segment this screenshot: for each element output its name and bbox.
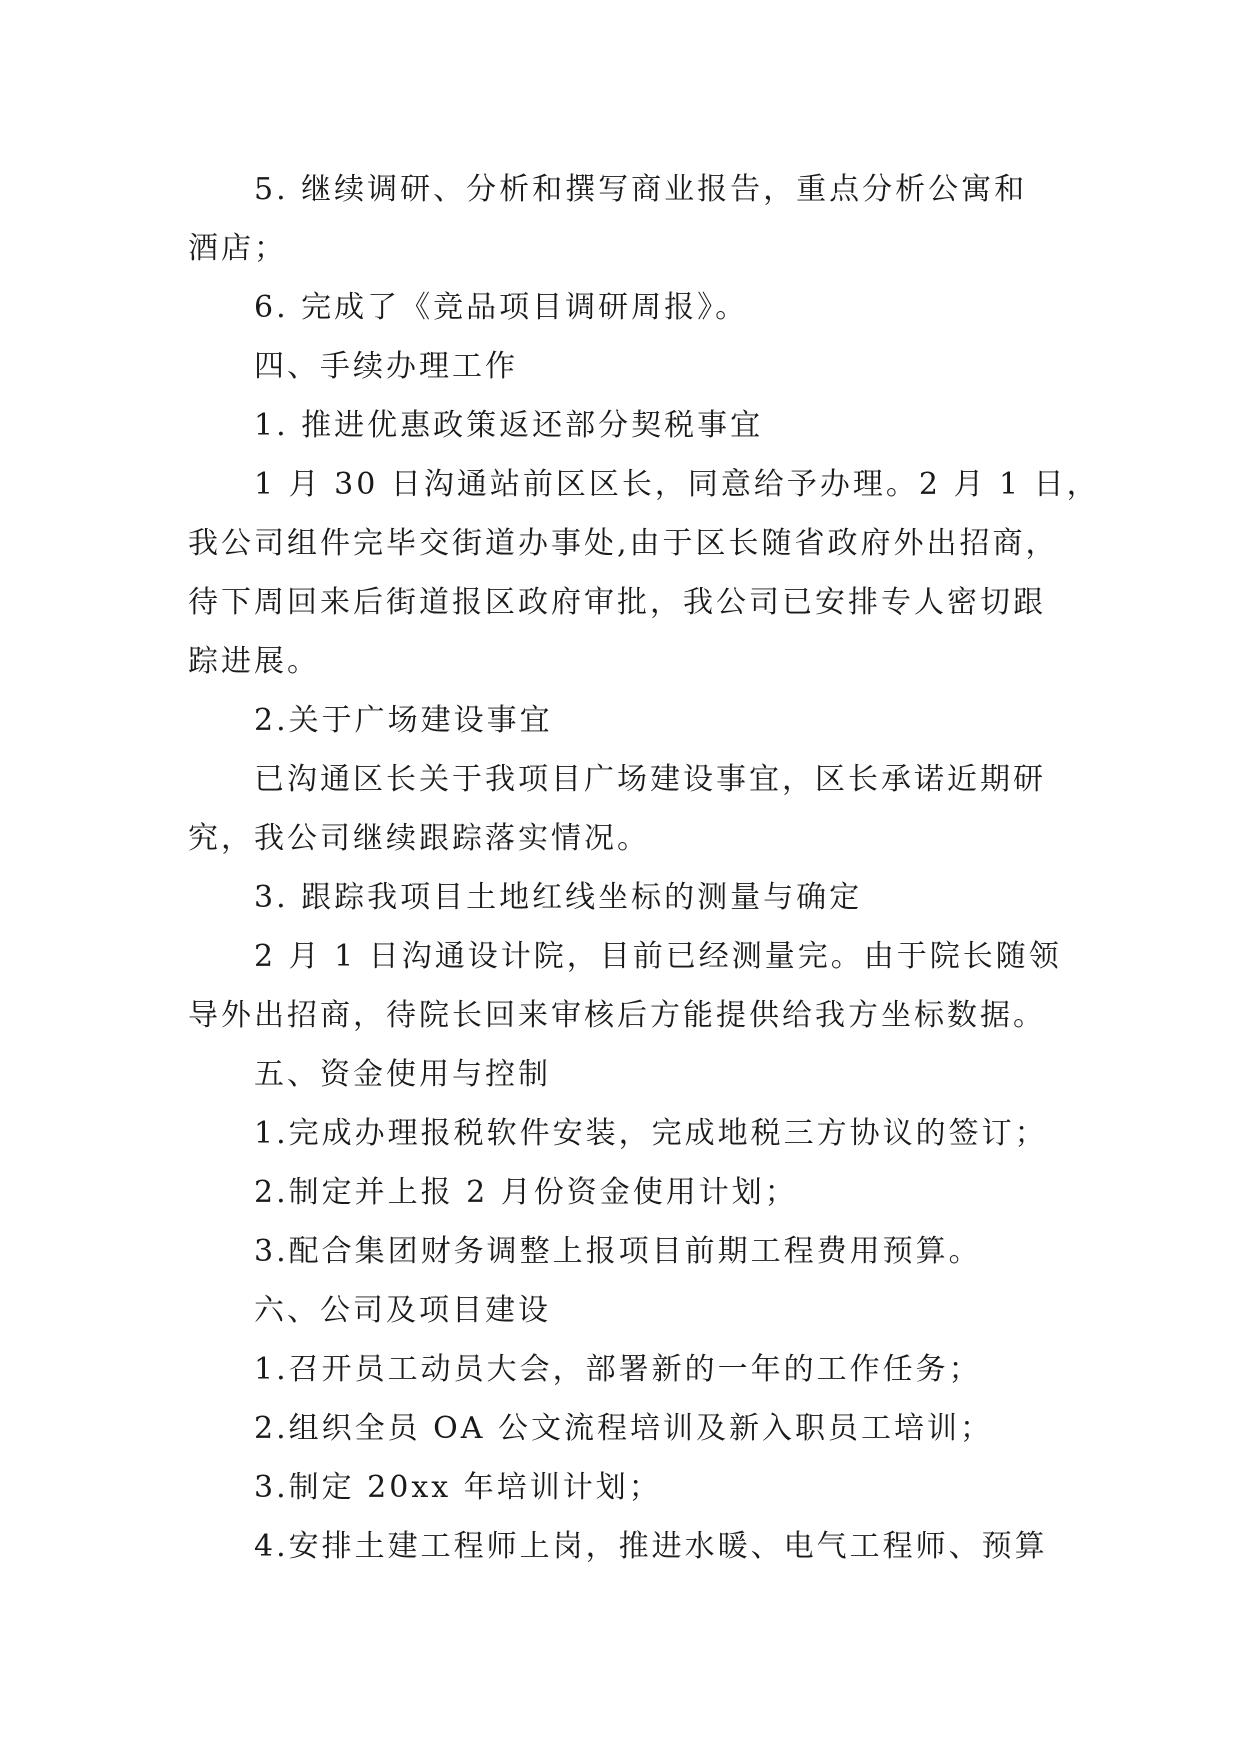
- document-page: [188, 160, 1100, 1576]
- list-item-6-4: 4.安排土建工程师上岗，推进水暖、电气工程师、预算: [254, 1529, 1048, 1564]
- section-heading-4: 四、手续办理工作: [254, 349, 518, 384]
- text-line-item-5-cont: 酒店；: [188, 231, 287, 266]
- paragraph-4-2-line-1: 已沟通区长关于我项目广场建设事宜，区长承诺近期研: [254, 762, 1046, 797]
- text-line-item-6: 6. 完成了《竞品项目调研周报》。: [254, 290, 749, 325]
- list-item-5-2: 2.制定并上报 2 月份资金使用计划；: [254, 1175, 798, 1210]
- list-item-5-1: 1.完成办理报税软件安装，完成地税三方协议的签订；: [254, 1116, 1048, 1151]
- paragraph-4-1-line-2: 我公司组件完毕交街道办事处,由于区长随省政府外出招商，: [188, 526, 1059, 561]
- section-heading-6: 六、公司及项目建设: [254, 1293, 551, 1328]
- subheading-4-2: 2.关于广场建设事宜: [254, 703, 553, 738]
- list-item-6-2: 2.组织全员 OA 公文流程培训及新入职员工培训；: [254, 1411, 993, 1446]
- list-item-6-1: 1.召开员工动员大会，部署新的一年的工作任务；: [254, 1352, 982, 1387]
- paragraph-4-1-line-3: 待下周回来后街道报区政府审批，我公司已安排专人密切跟: [188, 585, 1046, 620]
- paragraph-4-3-line-2: 导外出招商，待院长回来审核后方能提供给我方坐标数据。: [188, 998, 1046, 1033]
- subheading-4-1: 1. 推进优惠政策返还部分契税事宜: [254, 408, 764, 443]
- subheading-4-3: 3. 跟踪我项目土地红线坐标的测量与确定: [254, 880, 863, 915]
- paragraph-4-1-line-1: 1 月 30 日沟通站前区区长，同意给予办理。2 月 1 日，: [254, 467, 1100, 502]
- paragraph-4-1-line-4: 踪进展。: [188, 644, 320, 679]
- list-item-6-3: 3.制定 20xx 年培训计划；: [254, 1470, 662, 1505]
- paragraph-4-3-line-1: 2 月 1 日沟通设计院，目前已经测量完。由于院长随领: [254, 939, 1062, 974]
- section-heading-5: 五、资金使用与控制: [254, 1057, 551, 1092]
- paragraph-4-2-line-2: 究，我公司继续跟踪落实情况。: [188, 821, 650, 856]
- text-line-item-5: 5. 继续调研、分析和撰写商业报告，重点分析公寓和: [254, 172, 1028, 207]
- list-item-5-3: 3.配合集团财务调整上报项目前期工程费用预算。: [254, 1234, 982, 1269]
